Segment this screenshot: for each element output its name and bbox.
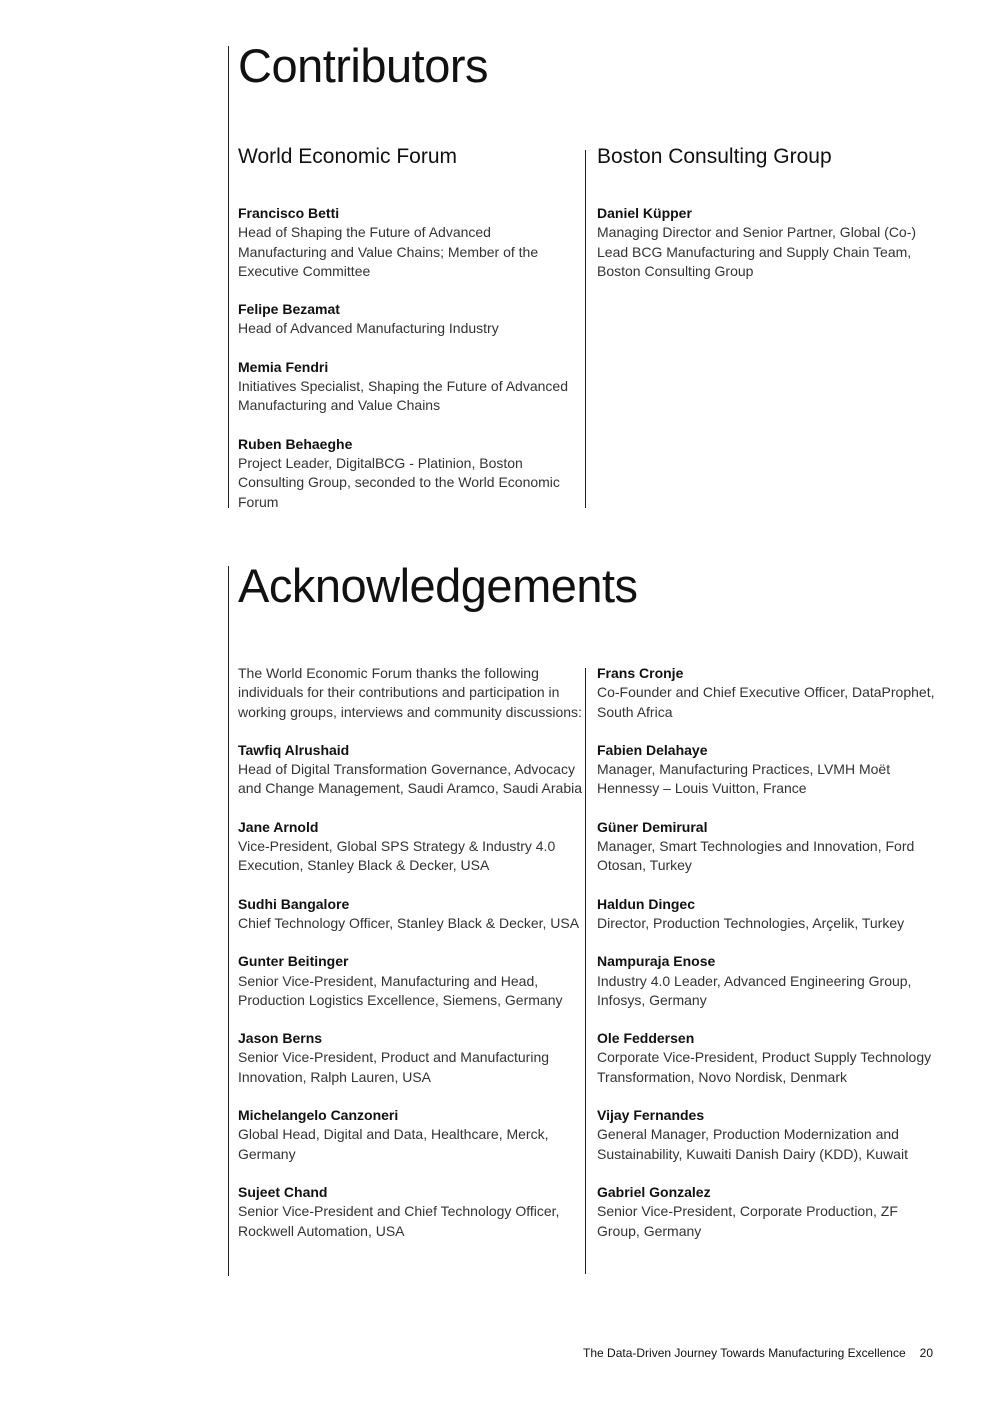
- person-name: Frans Cronje: [597, 665, 684, 681]
- person-name: Fabien Delahaye: [597, 741, 708, 758]
- acknowledgements-intro: The World Economic Forum thanks the following individuals for their contributions and participation in working groups, interviews and community discussions:: [238, 665, 582, 720]
- contributors-section-rule: [228, 46, 229, 508]
- person-role: Co-Founder and Chief Executive Officer, DataProphet, South Africa: [597, 684, 935, 720]
- acknowledgement-entry: [238, 1106, 583, 1164]
- person-name: Nampuraja Enose: [597, 953, 716, 970]
- person-name: Vijay Fernandes: [597, 1107, 705, 1124]
- acknowledgements-section-rule: [228, 566, 229, 1276]
- wef-contributors-list: [238, 204, 583, 531]
- person-name: Jane Arnold: [238, 818, 319, 835]
- contributor-entry: [238, 204, 583, 281]
- person-role: Corporate Vice-President, Product Supply Technology Transformation, Novo Nordisk, Denmark: [597, 1049, 932, 1085]
- person-name: Jason Berns: [238, 1030, 323, 1047]
- contributor-entry: [238, 435, 583, 512]
- person-role: Senior Vice-President, Manufacturing and Head, Production Logistics Excellence, Siemens, Germany: [238, 972, 563, 1008]
- acknowledgement-entry: [597, 664, 942, 722]
- acknowledgement-entry: [238, 895, 583, 934]
- person-name: Gunter Beitinger: [238, 953, 349, 970]
- contributors-title: Contributors: [238, 39, 488, 92]
- contributor-name: Daniel Küpper: [597, 205, 692, 221]
- acknowledgement-entry: [238, 818, 583, 876]
- person-role: Senior Vice-President and Chief Technology Officer, Rockwell Automation, USA: [238, 1203, 560, 1239]
- contributor-role: Managing Director and Senior Partner, Global (Co-) Lead BCG Manufacturing and Supply Chain Team, Boston Consulting Group: [597, 224, 917, 279]
- person-role: Senior Vice-President, Corporate Production, ZF Group, Germany: [597, 1203, 898, 1239]
- acknowledgement-entry: [238, 741, 583, 799]
- acknowledgement-entry: [238, 952, 583, 1010]
- contributors-column-rule: [585, 150, 586, 508]
- acknowledgement-entry: [597, 952, 942, 1010]
- acknowledgements-right-column: [597, 664, 942, 1260]
- contributor-name: Ruben Behaeghe: [238, 435, 353, 452]
- person-name: Güner Demirural: [597, 818, 708, 835]
- person-role: Senior Vice-President, Product and Manufacturing Innovation, Ralph Lauren, USA: [238, 1049, 550, 1085]
- page-footer: [500, 1346, 933, 1360]
- person-role: Chief Technology Officer, Stanley Black & Decker, USA: [238, 914, 580, 931]
- person-name: Tawfiq Alrushaid: [238, 741, 350, 758]
- person-name: Sudhi Bangalore: [238, 895, 350, 912]
- acknowledgement-entry: [597, 895, 942, 934]
- person-name: Michelangelo Canzoneri: [238, 1107, 399, 1124]
- person-role: Manager, Smart Technologies and Innovation, Ford Otosan, Turkey: [597, 838, 915, 874]
- contributor-entry: [597, 204, 942, 281]
- acknowledgements-column-rule: [585, 668, 586, 1274]
- person-name: Sujeet Chand: [238, 1183, 328, 1200]
- person-role: Head of Digital Transformation Governance, Advocacy and Change Management, Saudi Aramco, Saudi Arabia: [238, 761, 583, 797]
- person-role: Global Head, Digital and Data, Healthcare, Merck, Germany: [238, 1126, 549, 1162]
- person-role: General Manager, Production Modernization and Sustainability, Kuwaiti Danish Dairy (KDD), Kuwait: [597, 1126, 908, 1162]
- acknowledgement-entry: [597, 1183, 942, 1241]
- contributor-role: Project Leader, DigitalBCG - Platinion, Boston Consulting Group, seconded to the World Economic Forum: [238, 454, 560, 510]
- acknowledgements-left-column: [238, 664, 583, 1260]
- contributor-name: Francisco Betti: [238, 205, 340, 221]
- contributor-role: Initiatives Specialist, Shaping the Future of Advanced Manufacturing and Value Chains: [238, 378, 568, 414]
- acknowledgement-entry: [238, 1029, 583, 1087]
- page-number: 20: [919, 1346, 933, 1360]
- contributor-name: Memia Fendri: [238, 358, 329, 375]
- person-name: Ole Feddersen: [597, 1030, 695, 1047]
- person-role: Director, Production Technologies, Arçelik, Turkey: [597, 914, 905, 931]
- acknowledgement-entry: [597, 818, 942, 876]
- contributor-entry: [238, 358, 583, 416]
- bcg-heading: Boston Consulting Group: [597, 145, 832, 168]
- bcg-contributors-list: [597, 204, 942, 300]
- acknowledgement-entry: [238, 1183, 583, 1241]
- acknowledgement-entry: [597, 741, 942, 799]
- person-role: Vice-President, Global SPS Strategy & Industry 4.0 Execution, Stanley Black & Decker, USA: [238, 838, 556, 874]
- person-role: Manager, Manufacturing Practices, LVMH Moët Hennessy – Louis Vuitton, France: [597, 761, 891, 797]
- acknowledgements-title: Acknowledgements: [238, 559, 638, 612]
- person-role: Industry 4.0 Leader, Advanced Engineering Group, Infosys, Germany: [597, 972, 912, 1008]
- contributor-role: Head of Shaping the Future of Advanced Manufacturing and Value Chains; Member of the Executive Committee: [238, 224, 539, 279]
- footer-report-title: The Data-Driven Journey Towards Manufacturing Excellence: [583, 1346, 906, 1360]
- person-name: Haldun Dingec: [597, 895, 696, 912]
- person-name: Gabriel Gonzalez: [597, 1183, 711, 1200]
- contributor-name: Felipe Bezamat: [238, 301, 340, 318]
- acknowledgement-entry: [597, 1106, 942, 1164]
- contributor-role: Head of Advanced Manufacturing Industry: [238, 320, 499, 337]
- acknowledgement-entry: [597, 1029, 942, 1087]
- contributor-entry: [238, 300, 583, 339]
- wef-heading: World Economic Forum: [238, 145, 458, 168]
